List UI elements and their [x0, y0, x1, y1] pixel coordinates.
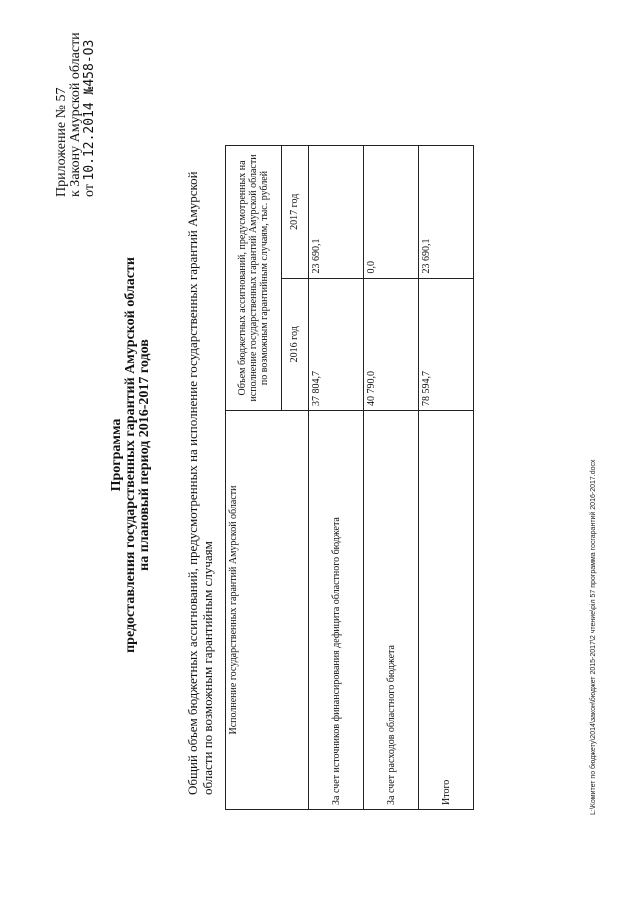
appendix-number: Приложение № 57	[54, 87, 69, 197]
appendix-date-prefix: от	[82, 184, 97, 197]
table-row	[364, 146, 419, 810]
row-name: Итого	[419, 411, 474, 810]
value-2016: 37 804,7	[309, 278, 364, 410]
appendix-law: к Закону Амурской области	[68, 32, 83, 197]
footer-file-path: L:\Комитет по бюджету\2014\закон\бюджет 2015-2017\2 чтение\ріл 57 программа госгарантий 2016-2017.docx	[590, 459, 597, 815]
title-line-2: предоставления государственных гарантий Амурской области	[123, 257, 138, 653]
value-2017: 23 690,1	[309, 146, 364, 279]
table-row	[309, 146, 364, 810]
value-2017: 23 690,1	[419, 146, 474, 279]
header-budget-volume: Объем бюджетных ассигнований, предусмотренных на исполнение государственных гарантий Амурской области по возможным гарантийным случаям, тыс. рублей	[226, 146, 282, 411]
title-line-1: Программа	[109, 418, 124, 492]
header-year-2017: 2017 год	[281, 146, 308, 279]
title-line-3: на плановый период 2016-2017 годов	[137, 339, 152, 571]
header-row-1	[226, 146, 282, 810]
value-2016: 78 594,7	[419, 278, 474, 410]
value-2016: 40 790,0	[364, 278, 419, 410]
header-year-2016: 2016 год	[281, 278, 308, 410]
header-guarantees-execution: Исполнение государственных гарантий Амурской области	[226, 411, 309, 810]
table-row-total	[419, 146, 474, 810]
appendix-date-row	[82, 39, 97, 197]
lead-paragraph: Общий объем бюджетных ассигнований, предусмотренных на исполнение государственных гарантий Амурской области по возможным гарантийным случаям	[185, 171, 215, 795]
appendix-header	[54, 32, 97, 197]
row-name: За счет расходов областного бюджета	[364, 411, 419, 810]
appendix-date-stamp: 10.12.2014 №458-ОЗ	[82, 39, 97, 181]
guarantees-table	[225, 145, 474, 810]
document-title	[110, 155, 152, 755]
value-2017: 0,0	[364, 146, 419, 279]
row-name: За счет источников финансирования дефицита областного бюджета	[309, 411, 364, 810]
